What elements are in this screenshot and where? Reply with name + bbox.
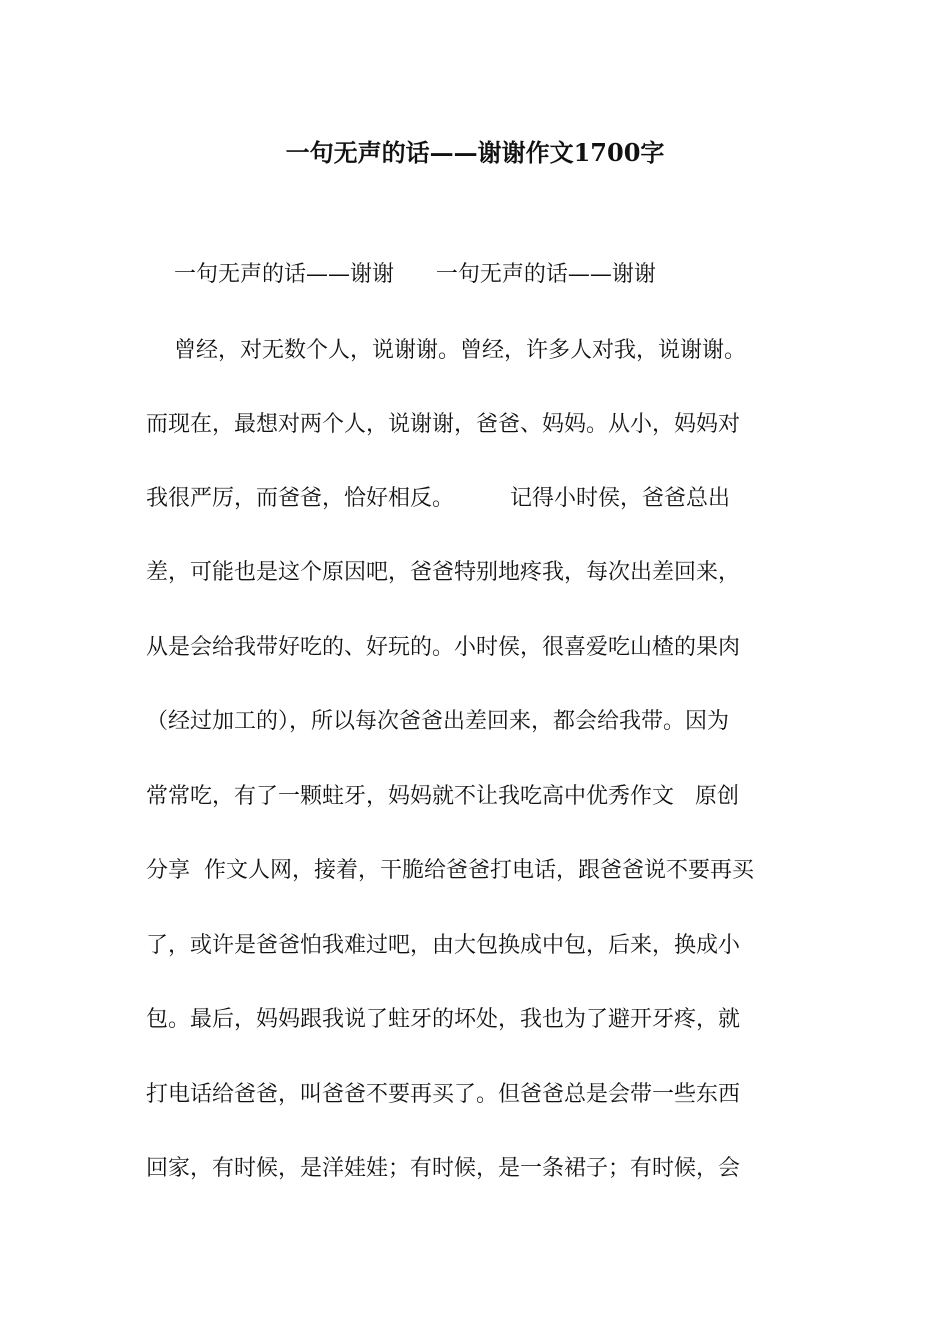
body-line-2: 曾经，对无数个人，说谢谢。曾经，许多人对我，说谢谢。: [146, 338, 746, 363]
body-line-13: 回家，有时候，是洋娃娃；有时候，是一条裙子；有时候，会: [146, 1156, 741, 1181]
body-line-7: （经过加工的），所以每次爸爸出差回来，都会给我带。因为: [146, 709, 730, 734]
body-line-6: 从是会给我带好吃的、好玩的。小时侯，很喜爱吃山楂的果肉: [146, 635, 741, 660]
document-title: 一句无声的话——谢谢作文1700字: [285, 138, 665, 167]
body-line-4: 我很严厉，而爸爸，恰好相反。 记得小时侯，爸爸总出: [146, 486, 730, 511]
body-line-5: 差，可能也是这个原因吧，爸爸特别地疼我，每次出差回来，: [146, 560, 741, 585]
body-line-8: 常常吃，有了一颗蛀牙，妈妈就不让我吃高中优秀作文 原创: [146, 784, 739, 809]
body-line-9: 分享 作文人网，接着，干脆给爸爸打电话，跟爸爸说不要再买: [146, 858, 754, 883]
body-line-1: 一句无声的话——谢谢 一句无声的话——谢谢: [146, 262, 656, 287]
body-line-3: 而现在，最想对两个人，说谢谢，爸爸、妈妈。从小，妈妈对: [146, 412, 741, 437]
body-line-12: 打电话给爸爸，叫爸爸不要再买了。但爸爸总是会带一些东西: [146, 1082, 741, 1107]
body-line-10: 了，或许是爸爸怕我难过吧，由大包换成中包，后来，换成小: [146, 933, 741, 958]
body-line-11: 包。最后，妈妈跟我说了蛀牙的坏处，我也为了避开牙疼，就: [146, 1007, 741, 1032]
